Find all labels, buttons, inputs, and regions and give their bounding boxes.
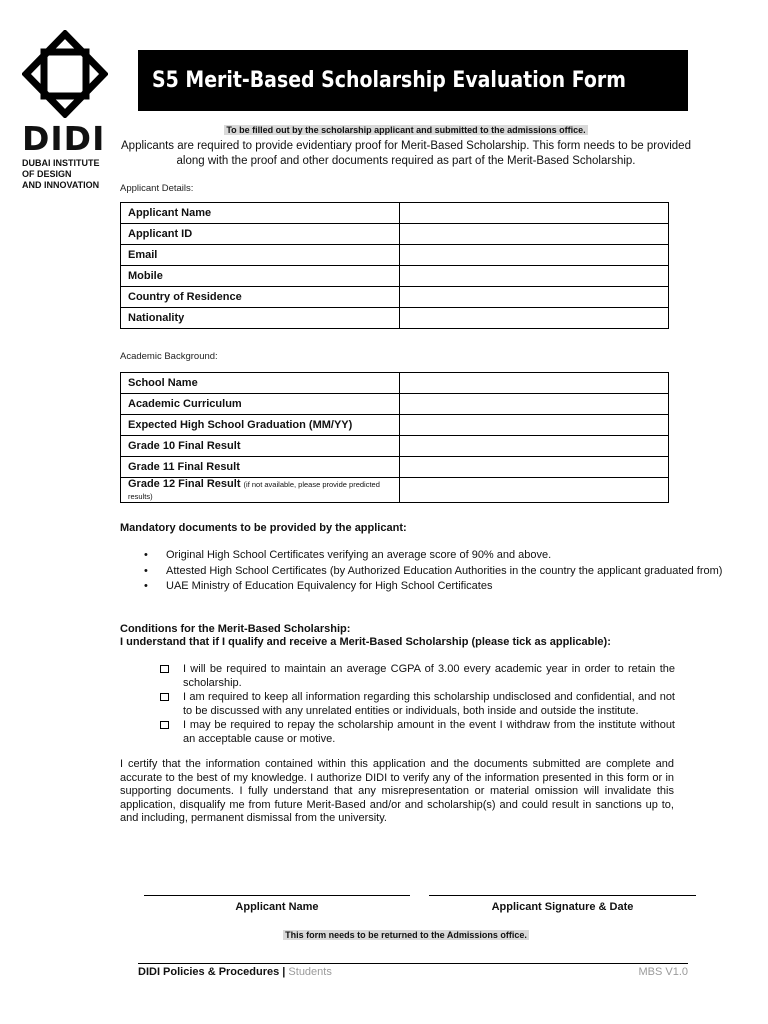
applicant-signature-date-label: Applicant Signature & Date xyxy=(491,901,634,913)
applicant-signature-date-line[interactable] xyxy=(429,895,696,896)
form-title: S5 Merit-Based Scholarship Evaluation Form xyxy=(152,68,626,93)
instruction-note: To be filled out by the scholarship applicant and submitted to the admissions office. xyxy=(226,125,586,135)
table-row xyxy=(121,415,669,436)
logo-wordmark: DIDI xyxy=(22,119,106,158)
table-row xyxy=(121,203,669,224)
table-row xyxy=(121,266,669,287)
footer-divider xyxy=(138,963,688,964)
graduation-date-field[interactable] xyxy=(400,415,669,436)
applicant-details-label: Applicant Details: xyxy=(120,183,194,194)
condition-checkbox[interactable] xyxy=(160,721,169,729)
applicant-id-field[interactable] xyxy=(400,224,669,245)
form-title-bar xyxy=(138,50,688,111)
applicant-name-field[interactable] xyxy=(400,203,669,224)
intro-paragraph: Applicants are required to provide evidentiary proof for Merit-Based Scholarship. This form needs to be provided along with the proof and other documents required as part of the Merit-Based Scholarship. xyxy=(121,140,691,167)
applicant-name-label: Applicant Name xyxy=(235,901,319,913)
school-name-field[interactable] xyxy=(400,373,669,394)
field-label: Grade 12 Final Result (if not available, please provide predicted results) xyxy=(121,478,400,503)
field-label: Grade 10 Final Result xyxy=(121,436,400,457)
applicant-name-signature-line[interactable] xyxy=(144,895,410,896)
footer-version: MBS V1.0 xyxy=(638,966,688,978)
country-of-residence-field[interactable] xyxy=(400,287,669,308)
list-item: • UAE Ministry of Education Equivalency for High School Certificates xyxy=(120,579,722,595)
academic-curriculum-field[interactable] xyxy=(400,394,669,415)
didi-logo-mark-icon xyxy=(22,30,108,118)
mandatory-docs-list xyxy=(120,548,722,595)
field-label: Academic Curriculum xyxy=(121,394,400,415)
conditions-list xyxy=(160,663,675,747)
table-row xyxy=(121,287,669,308)
nationality-field[interactable] xyxy=(400,308,669,329)
field-label: Expected High School Graduation (MM/YY) xyxy=(121,415,400,436)
conditions-heading: Conditions for the Merit-Based Scholarship: I understand that if I qualify and receive a Merit-Based Scholarship (please tick as applicable): xyxy=(120,623,611,648)
grade-10-result-field[interactable] xyxy=(400,436,669,457)
field-label: Country of Residence xyxy=(121,287,400,308)
condition-item: I am required to keep all information regarding this scholarship undisclosed and confidential, and not to be discussed with any unrelated entities or individuals, both inside and outside the institute. xyxy=(160,691,675,718)
field-label: Nationality xyxy=(121,308,400,329)
field-label: Email xyxy=(121,245,400,266)
certification-paragraph: I certify that the information contained within this application and the documents submitted are complete and accurate to the best of my knowledge. I authorize DIDI to verify any of the information presented in this form or in supporting documents. I fully understand that any misrepresentation or material omission will invalidate this application, disqualify me from future Merit-Based and/or and scholarship(s) and could result in sanctions up to, and including, permanent dismissal from the university. xyxy=(120,758,674,824)
mandatory-docs-heading: Mandatory documents to be provided by the applicant: xyxy=(120,522,407,534)
list-item: • Attested High School Certificates (by Authorized Education Authorities in the country the applicant graduated from) xyxy=(120,564,722,580)
table-row xyxy=(121,373,669,394)
grade-11-result-field[interactable] xyxy=(400,457,669,478)
field-label: Mobile xyxy=(121,266,400,287)
table-row xyxy=(121,457,669,478)
grade-12-result-field[interactable] xyxy=(400,478,669,503)
academic-background-table xyxy=(120,372,669,503)
mobile-field[interactable] xyxy=(400,266,669,287)
table-row xyxy=(121,478,669,503)
table-row xyxy=(121,224,669,245)
applicant-details-table xyxy=(120,202,669,329)
field-label: Grade 11 Final Result xyxy=(121,457,400,478)
condition-checkbox[interactable] xyxy=(160,665,169,673)
field-label: Applicant Name xyxy=(121,203,400,224)
table-row xyxy=(121,436,669,457)
condition-checkbox[interactable] xyxy=(160,693,169,701)
table-row xyxy=(121,245,669,266)
email-field[interactable] xyxy=(400,245,669,266)
condition-item: I may be required to repay the scholarship amount in the event I withdraw from the institute without an acceptable cause or motive. xyxy=(160,719,675,746)
logo-subtitle: DUBAI INSTITUTE OF DESIGN AND INNOVATION xyxy=(22,158,100,190)
field-label: Applicant ID xyxy=(121,224,400,245)
table-row xyxy=(121,308,669,329)
table-row xyxy=(121,394,669,415)
academic-background-label: Academic Background: xyxy=(120,351,218,362)
footer-left: DIDI Policies & Procedures | Students xyxy=(138,966,332,978)
didi-logo xyxy=(22,30,112,191)
field-label: School Name xyxy=(121,373,400,394)
return-note: This form needs to be returned to the Admissions office. xyxy=(285,930,527,940)
list-item: • Original High School Certificates verifying an average score of 90% and above. xyxy=(120,548,722,564)
condition-item: I will be required to maintain an average CGPA of 3.00 every academic year in order to retain the scholarship. xyxy=(160,663,675,690)
